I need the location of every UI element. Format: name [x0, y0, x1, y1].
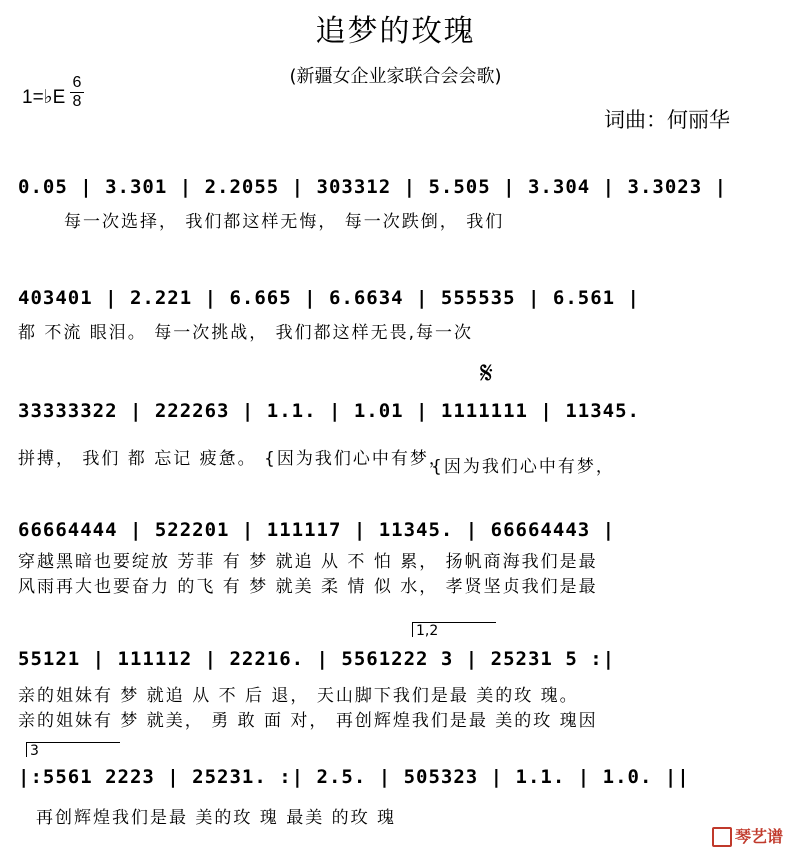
- song-title: 追梦的玫瑰: [315, 14, 476, 49]
- composer-credit: 词曲：何丽华: [604, 108, 730, 132]
- lyric-system-5-line-2: 亲的姐妹有 梦 就美， 勇 敢 面 对， 再创辉煌我们是最 美的玫 瑰因: [18, 711, 598, 731]
- lyric-system-4-line-2: 风雨再大也要奋力 的飞 有 梦 就美 柔 情 似 水， 孝贤坚贞我们是最: [18, 577, 598, 597]
- lyric-system-3-line-2: {因为我们心中有梦，: [431, 457, 615, 477]
- key-signature: 1=♭E: [22, 87, 66, 108]
- notes-system-6: |:5561 2223 | 25231. :| 2.5. | 505323 | 1.1. | 1.0. ||: [18, 766, 690, 788]
- notes-system-3: 33333322 | 222263 | 1.1. | 1.01 | 1111111 | 11345.: [18, 400, 640, 422]
- time-signature: [70, 74, 84, 111]
- lyric-system-5-line-1: 亲的姐妹有 梦 就追 从 不 后 退， 天山脚下我们是最 美的玫 瑰。: [18, 686, 579, 706]
- lyric-system-2: 都 不流 眼泪。 每一次挑战， 我们都这样无畏,每一次: [18, 323, 474, 343]
- volta-bracket-1-2: 1,2: [412, 622, 496, 637]
- meter-top: 6: [72, 74, 82, 91]
- logo-text: 琴艺谱: [734, 826, 783, 846]
- lyric-system-3-line-1: 拼搏， 我们 都 忘记 疲惫。 {因为我们心中有梦，: [18, 449, 448, 469]
- lyric-system-1: 每一次选择， 我们都这样无悔， 每一次跌倒， 我们: [64, 212, 505, 232]
- segno-icon: 𝄋: [480, 356, 493, 391]
- lyric-system-6: 再创辉煌我们是最 美的玫 瑰 最美 的玫 瑰: [36, 808, 397, 828]
- notes-system-4: 66664444 | 522201 | 111117 | 11345. | 66664443 |: [18, 519, 616, 541]
- logo-mark-icon: [712, 827, 732, 847]
- volta-bracket-3: 3: [26, 742, 120, 757]
- notes-system-1: 0.05 | 3.301 | 2.2055 | 303312 | 5.505 | 3.304 | 3.3023 |: [18, 176, 728, 198]
- site-logo: [712, 824, 783, 848]
- notes-system-5: 55121 | 111112 | 22216. | 5561222 3 | 25231 5 :|: [18, 648, 616, 670]
- notes-system-2: 403401 | 2.221 | 6.665 | 6.6634 | 555535 | 6.561 |: [18, 287, 640, 309]
- meter-bottom: 8: [72, 93, 82, 110]
- lyric-system-4-line-1: 穿越黑暗也要绽放 芳菲 有 梦 就追 从 不 怕 累， 扬帆商海我们是最: [18, 552, 598, 572]
- song-subtitle: (新疆女企业家联合会会歌): [289, 66, 502, 87]
